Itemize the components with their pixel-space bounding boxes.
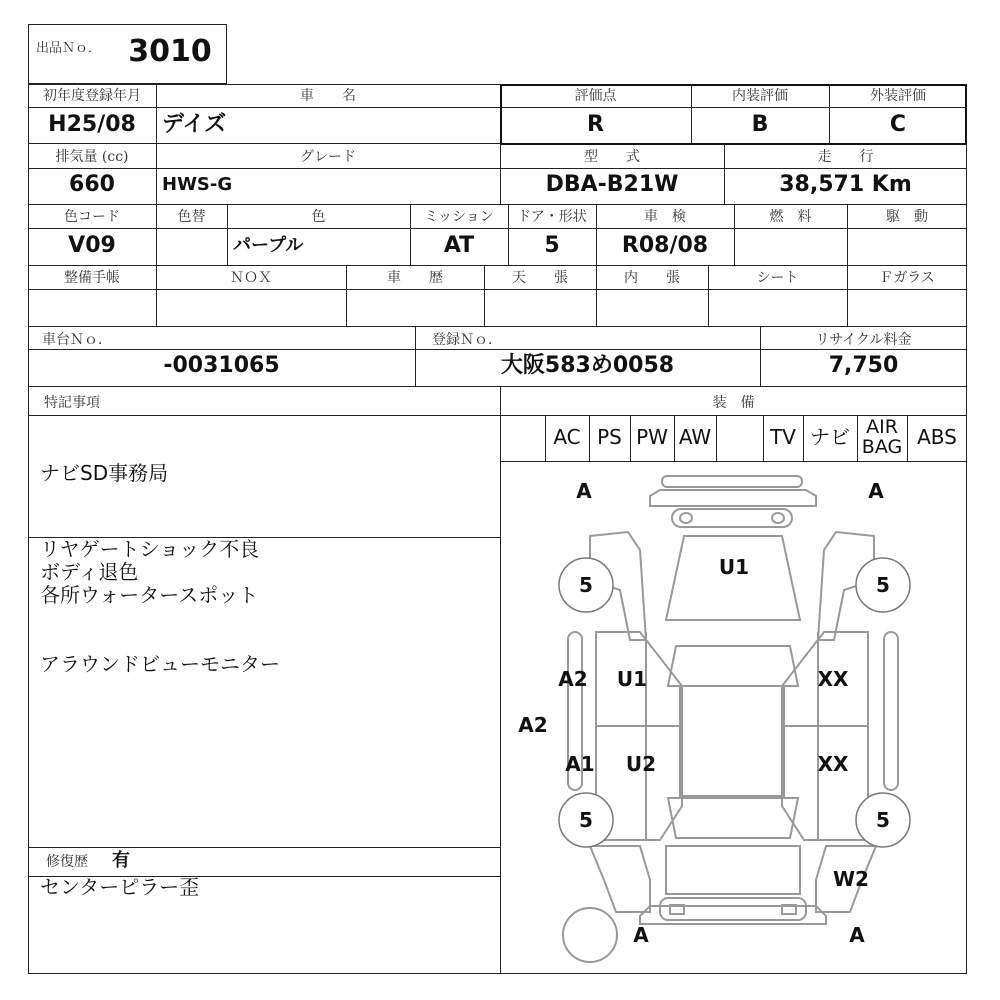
color-code-value: V09 [68,233,116,258]
nox-label: ＮＯＸ [230,270,272,286]
inner-trim-label: 内 張 [624,270,680,286]
color-value: パープル [233,235,304,256]
tire-fl-score: 5 [579,573,593,597]
reg-date-label: 初年度登録年月 [43,88,141,104]
tire-rl-score: 5 [579,808,593,832]
interior-label: 内装評価 [732,88,788,104]
damage-left-front-door: A2 [558,667,588,691]
equip-navi: ナビ [810,425,850,449]
roof-label: 天 張 [512,270,568,286]
seat-label: シート [756,270,799,286]
damage-left-rear-door-inner: U2 [625,752,657,776]
equip-ac: AC [553,425,581,449]
damage-front-left: A [576,479,592,503]
mission-label: ミッション [424,209,494,225]
color-label: 色 [311,209,326,225]
equip-airbag: AIR BAG [861,416,903,458]
damage-right-front-door: XX [817,667,849,691]
repair-history-label: 修復歴 [46,854,88,870]
drive-label: 駆 動 [886,209,928,225]
note-line-5: アラウンドビューモニター [40,652,280,676]
model-value: DBA-B21W [545,172,679,197]
damage-front-right: A [868,479,884,503]
grade-label: グレード [300,149,356,165]
note-line-1: ナビSD事務局 [40,461,169,485]
score-value: R [587,112,604,137]
equip-ps: PS [597,425,622,449]
fuel-label: 燃 料 [769,209,812,225]
score-label: 評価点 [574,88,617,104]
damage-rear-left: A [633,923,649,947]
mileage-value: 38,571 Km [779,172,912,197]
color-code-label: 色コード [64,209,120,225]
lot-number-label: 出品Ｎｏ． [36,41,102,56]
plate-label: 登録Ｎｏ． [432,332,502,348]
reg-date-value: H25/08 [48,112,136,137]
model-label: 型 式 [584,149,640,165]
damage-hood: U1 [718,555,750,579]
plate-value: 大阪583め0058 [500,353,675,378]
recycle-label: リサイクル料金 [815,332,912,348]
equip-pw: PW [636,425,668,449]
history-label: 車 歴 [387,270,443,286]
equip-aw: AW [678,425,712,449]
equip-abs: ABS [917,425,957,449]
damage-left-rear-door: A1 [565,752,595,776]
mileage-label: 走 行 [817,149,874,165]
car-name-value: デイズ [162,112,227,137]
door-label: ドア・形状 [517,209,587,225]
damage-right-rear-door: XX [817,752,849,776]
chassis-label: 車台Ｎｏ． [42,332,112,348]
note-line-3: ボディ退色 [40,560,139,584]
repair-history-value: 有 [112,850,130,871]
note-line-2: リヤゲートショック不良 [40,537,260,561]
recycle-value: 7,750 [828,353,899,378]
door-value: 5 [544,233,560,258]
displacement-label: 排気量 (cc) [55,149,129,165]
inspection-label: 車 検 [644,209,686,225]
notes-label: 特記事項 [44,395,100,411]
displacement-value: 660 [69,172,115,197]
equipment-label: 装 備 [712,395,755,411]
glass-label: Ｆガラス [879,270,935,286]
damage-rear-right: A [849,923,865,947]
interior-value: B [751,112,769,137]
repaint-label: 色替 [177,209,206,225]
lot-number: 3010 [128,34,212,69]
equip-tv: TV [770,425,796,449]
grade-value: HWS-G [162,174,233,195]
chassis-value: -0031065 [163,353,280,378]
exterior-value: C [889,112,907,137]
tire-fr-score: 5 [876,573,890,597]
exterior-label: 外装評価 [870,88,926,104]
maintenance-book-label: 整備手帳 [64,270,120,286]
inspection-value: R08/08 [621,233,709,258]
note-line-4: 各所ウォータースポット [40,583,259,607]
car-name-label: 車 名 [300,88,356,104]
damage-left-front-door-inner: U1 [616,667,648,691]
repair-detail: センターピラー歪 [40,875,200,899]
tire-rr-score: 5 [876,808,890,832]
damage-left-side: A2 [518,713,548,737]
mission-value: AT [443,233,475,258]
damage-right-rear: W2 [833,867,869,891]
